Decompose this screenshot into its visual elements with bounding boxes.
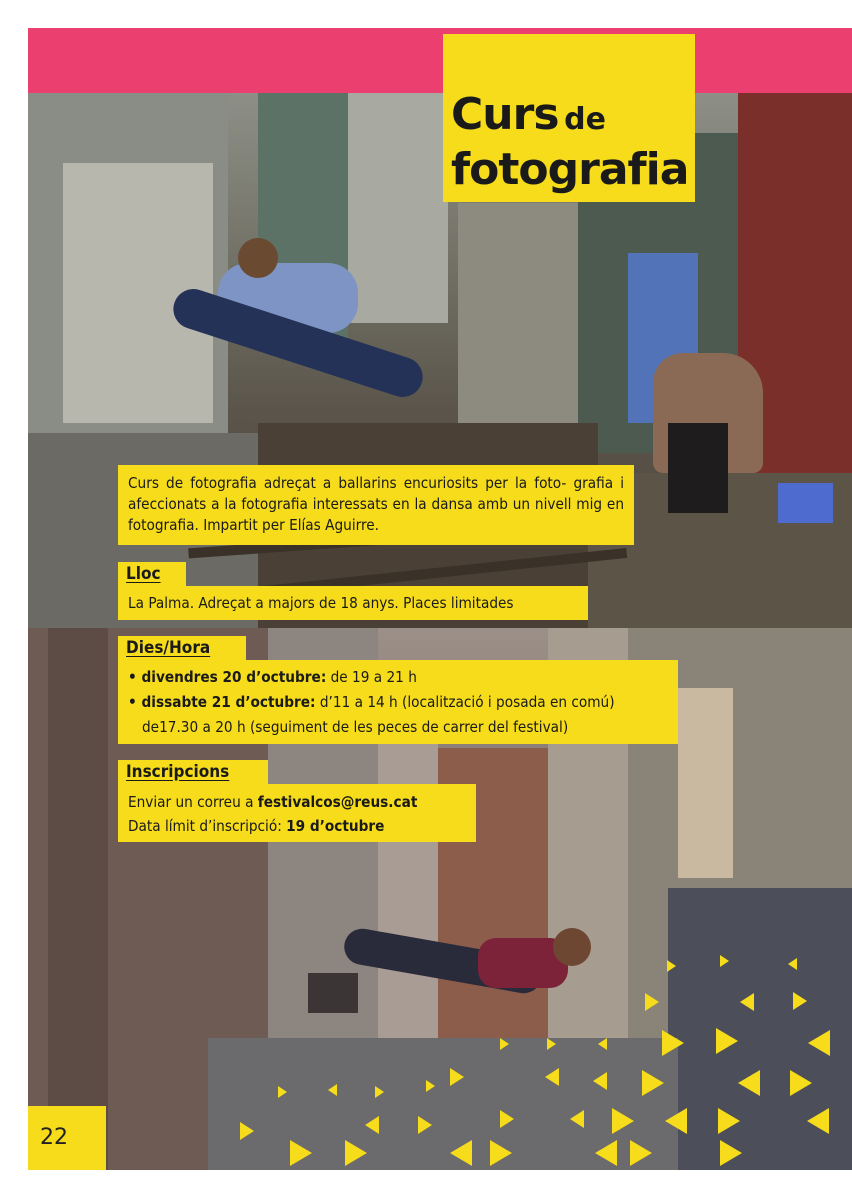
triangle-decoration bbox=[450, 1140, 472, 1166]
triangle-decoration bbox=[740, 993, 754, 1011]
triangle-decoration bbox=[630, 1140, 652, 1166]
triangle-decoration bbox=[570, 1110, 584, 1128]
schedule-line-saturday-afternoon: de17.30 a 20 h (seguiment de les peces de carrer del festival) bbox=[142, 718, 569, 736]
triangle-decoration bbox=[612, 1108, 634, 1134]
triangle-decoration bbox=[418, 1116, 432, 1134]
triangle-decoration bbox=[793, 992, 807, 1010]
title-word-curs: Curs bbox=[451, 89, 559, 140]
title-word-de: de bbox=[564, 102, 606, 137]
inscripcions-deadline-date: 19 d’octubre bbox=[286, 817, 385, 835]
section-label-lloc: Lloc bbox=[118, 562, 186, 586]
triangle-decoration bbox=[662, 1030, 684, 1056]
inscripcions-text bbox=[118, 784, 476, 842]
inscripcions-email-prefix: Enviar un correu a bbox=[128, 793, 258, 811]
lloc-place: La Palma. bbox=[128, 594, 195, 612]
title-box bbox=[443, 34, 695, 202]
schedule-day-friday: • divendres 20 d’octubre: bbox=[128, 668, 327, 686]
triangle-decoration bbox=[790, 1070, 812, 1096]
lloc-text bbox=[118, 586, 588, 620]
triangle-decoration bbox=[642, 1070, 664, 1096]
dies-hora-text bbox=[118, 660, 678, 744]
inscripcions-deadline-prefix: Data límit d’inscripció: bbox=[128, 817, 287, 835]
schedule-time-friday: de 19 a 21 h bbox=[326, 668, 417, 686]
photo-railway-dancer bbox=[28, 93, 852, 628]
triangle-decoration bbox=[365, 1116, 379, 1134]
title-line-2: fotografia bbox=[451, 144, 689, 195]
triangle-decoration bbox=[345, 1140, 367, 1166]
triangle-decoration bbox=[545, 1068, 559, 1086]
triangle-decoration bbox=[667, 960, 676, 972]
section-label-inscripcions: Inscripcions bbox=[118, 760, 268, 784]
triangle-decoration bbox=[426, 1080, 435, 1092]
triangle-decoration bbox=[808, 1030, 830, 1056]
triangle-decoration bbox=[450, 1068, 464, 1086]
triangle-decoration bbox=[807, 1108, 829, 1134]
triangle-decoration bbox=[547, 1038, 556, 1050]
inscripcions-email-line bbox=[128, 790, 466, 814]
inscripcions-email-link[interactable]: festivalcos@reus.cat bbox=[257, 793, 418, 811]
triangle-decoration bbox=[645, 993, 659, 1011]
schedule-line-saturday bbox=[128, 690, 668, 715]
header-band bbox=[28, 28, 852, 93]
triangle-decoration bbox=[720, 955, 729, 967]
triangle-decoration bbox=[328, 1084, 337, 1096]
triangle-decoration bbox=[500, 1038, 509, 1050]
triangle-decoration bbox=[716, 1028, 738, 1054]
schedule-line-friday bbox=[128, 665, 668, 690]
triangle-decoration bbox=[240, 1122, 254, 1140]
schedule-day-saturday: • dissabte 21 d’octubre: bbox=[128, 693, 316, 711]
triangle-decoration bbox=[375, 1086, 384, 1098]
page-number: 22 bbox=[28, 1106, 106, 1170]
triangle-decoration bbox=[598, 1038, 607, 1050]
triangle-decoration bbox=[718, 1108, 740, 1134]
triangle-decoration bbox=[595, 1140, 617, 1166]
triangle-decoration bbox=[720, 1140, 742, 1166]
triangle-decoration bbox=[290, 1140, 312, 1166]
section-label-dies-hora: Dies/Hora bbox=[118, 636, 246, 660]
intro-paragraph: Curs de fotografia adreçat a ballarins encuriosits per la foto- grafia i afeccionats a la fotografia interessats en la dansa amb un nivell mig en fotografia. Impartit per Elías Aguirre. bbox=[118, 465, 634, 545]
title-line-1 bbox=[451, 89, 695, 147]
triangle-decoration bbox=[665, 1108, 687, 1134]
triangle-decoration bbox=[738, 1070, 760, 1096]
triangle-decoration bbox=[593, 1072, 607, 1090]
triangle-decoration bbox=[788, 958, 797, 970]
lloc-detail: Adreçat a majors de 18 anys. Places limitades bbox=[194, 594, 514, 612]
triangle-decoration bbox=[278, 1086, 287, 1098]
triangle-decoration bbox=[490, 1140, 512, 1166]
inscripcions-deadline-line bbox=[128, 814, 466, 838]
triangle-decoration bbox=[500, 1110, 514, 1128]
schedule-time-saturday: d’11 a 14 h (localització i posada en comú) bbox=[315, 693, 615, 711]
